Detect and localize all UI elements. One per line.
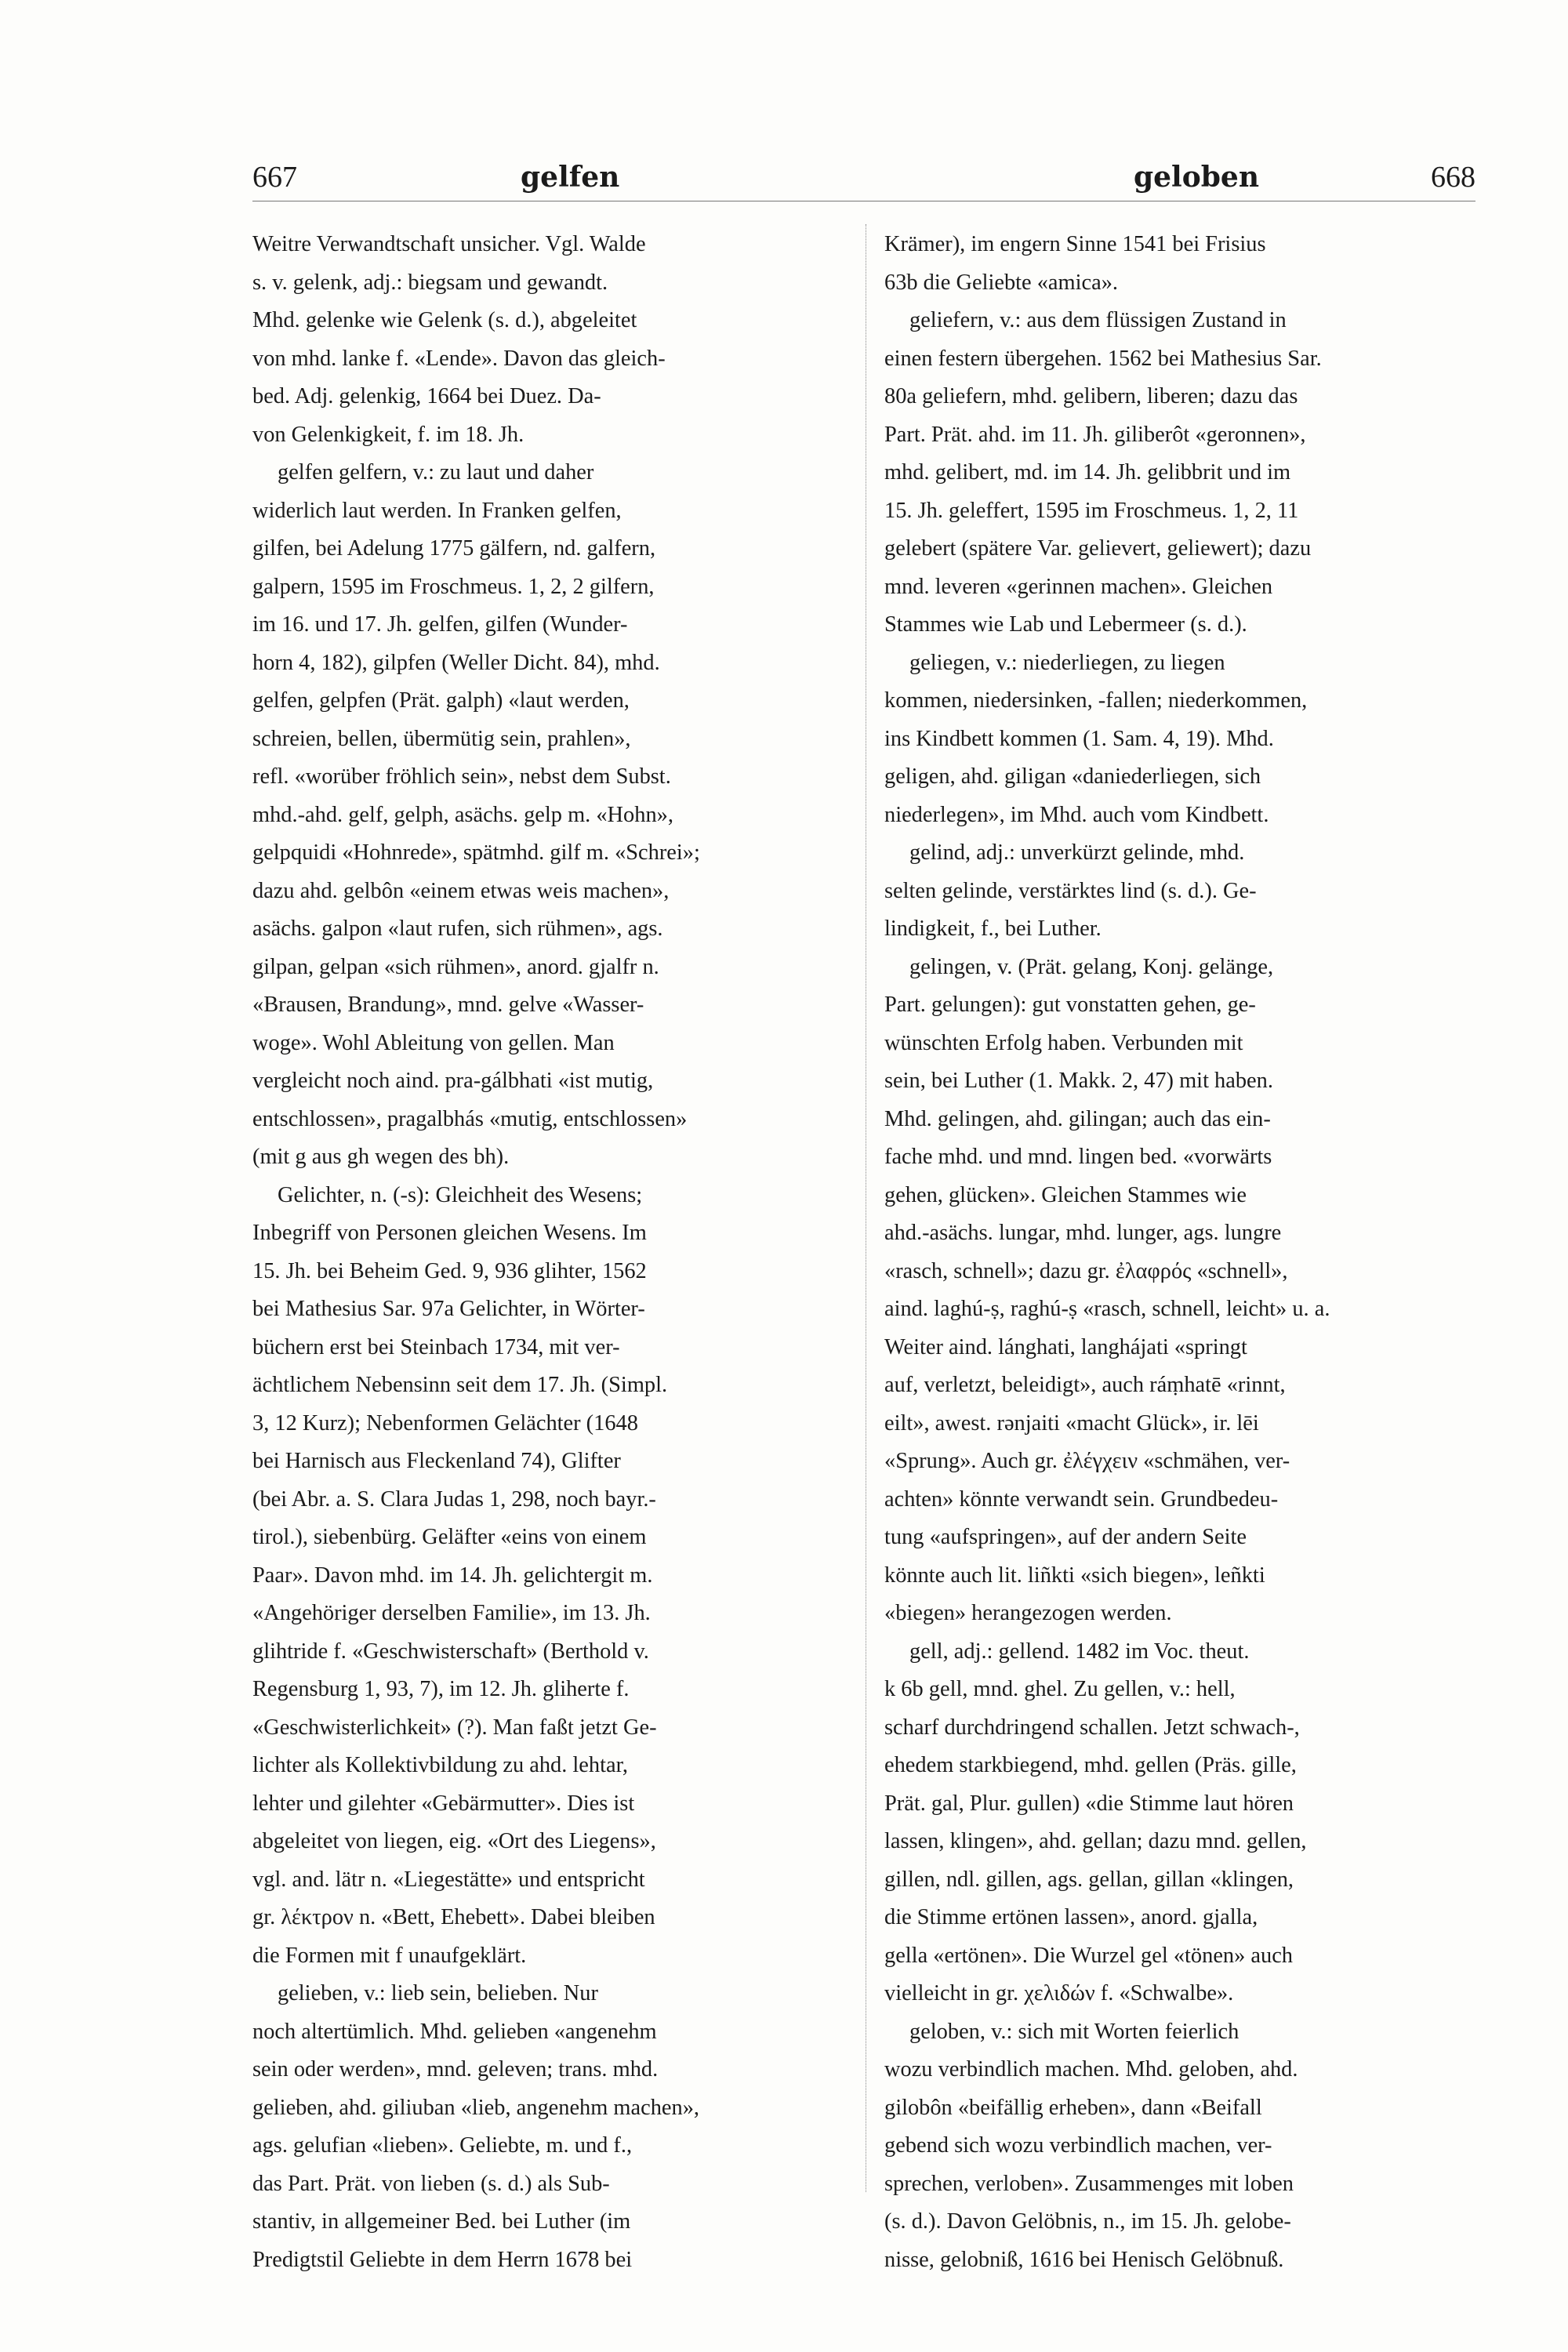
left-column-line: gelfen, gelpfen (Prät. galph) «laut werden, — [252, 688, 630, 713]
left-column-line: Inbegriff von Personen gleichen Wesens. Im — [252, 1221, 647, 1245]
right-column-line: könnte auch lit. liñkti «sich biegen», leñkti — [884, 1563, 1265, 1588]
left-column-line: 3, 12 Kurz); Nebenformen Gelächter (1648 — [252, 1410, 638, 1436]
right-column-line: mnd. leveren «gerinnen machen». Gleichen — [884, 574, 1273, 599]
right-column-line: Part. gelungen): gut vonstatten gehen, ge- — [884, 993, 1256, 1017]
left-column-line: refl. «worüber fröhlich sein», nebst dem Subst. — [252, 764, 671, 789]
left-column-line: bei Harnisch aus Fleckenland 74), Glifter — [252, 1449, 621, 1473]
right-column-line: gilobôn «beifällig erheben», dann «Beifall — [884, 2095, 1262, 2120]
right-column-line: Krämer), im engern Sinne 1541 bei Frisius — [884, 232, 1266, 256]
right-column-line: wünschten Erfolg haben. Verbunden mit — [884, 1030, 1243, 1055]
left-column-line: horn 4, 182), gilpfen (Weller Dicht. 84), mhd. — [252, 650, 660, 675]
right-column-line: fache mhd. und mnd. lingen bed. «vorwärts — [884, 1145, 1272, 1169]
right-column-line: geloben, v.: sich mit Worten feierlich — [909, 2019, 1240, 2044]
right-column-line: lassen, klingen», ahd. gellan; dazu mnd. gellen, — [884, 1829, 1307, 1853]
right-column-line: sein, bei Luther (1. Makk. 2, 47) mit haben. — [884, 1069, 1273, 1093]
left-column-line: gelieben, ahd. giliuban «lieb, angenehm machen», — [252, 2095, 699, 2120]
header-keyword-left: gelfen — [521, 161, 620, 194]
left-column-line: Mhd. gelenke wie Gelenk (s. d.), abgeleitet — [252, 308, 637, 332]
left-column-line: von Gelenkigkeit, f. im 18. Jh. — [252, 422, 524, 447]
left-column-line: gelfen gelfern, v.: zu laut und daher — [278, 460, 594, 485]
page-number-right: 668 — [1431, 161, 1475, 194]
left-column-line: die Formen mit f unaufgeklärt. — [252, 1943, 527, 1968]
left-column-line: schreien, bellen, übermütig sein, prahlen», — [252, 726, 631, 751]
left-column-line: gilpan, gelpan «sich rühmen», anord. gjalfr n. — [252, 954, 659, 979]
right-column-line: sprechen, verloben». Zusammenges mit loben — [884, 2171, 1294, 2196]
right-column-line: (s. d.). Davon Gelöbnis, n., im 15. Jh. gelobe- — [884, 2209, 1291, 2234]
right-column-line: 15. Jh. geleffert, 1595 im Froschmeus. 1, 2, 11 — [884, 498, 1299, 523]
right-column-line: nisse, gelobniß, 1616 bei Henisch Gelöbnuß. — [884, 2247, 1284, 2272]
left-column-line: sein oder werden», mnd. geleven; trans. mhd. — [252, 2057, 659, 2082]
right-column-line: die Stimme ertönen lassen», anord. gjalla, — [884, 1905, 1258, 1929]
left-column-line: asächs. galpon «laut rufen, sich rühmen», ags. — [252, 916, 663, 941]
left-column-line: ags. gelufian «lieben». Geliebte, m. und f., — [252, 2133, 633, 2158]
left-column-line: «Brausen, Brandung», mnd. gelve «Wasser- — [252, 993, 644, 1017]
left-column-line: lichter als Kollektivbildung zu ahd. lehtar, — [252, 1753, 629, 1777]
left-column — [252, 226, 842, 2279]
right-column-line: gell, adj.: gellend. 1482 im Voc. theut. — [909, 1639, 1250, 1664]
left-column-line: bei Mathesius Sar. 97a Gelichter, in Wörter- — [252, 1297, 645, 1321]
left-column-line: stantiv, in allgemeiner Bed. bei Luther (im — [252, 2209, 631, 2234]
right-column-line: gella «ertönen». Die Wurzel gel «tönen» auch — [884, 1943, 1293, 1968]
right-column-line: lindigkeit, f., bei Luther. — [884, 916, 1102, 941]
left-column-line: «Angehöriger derselben Familie», im 13. Jh. — [252, 1601, 651, 1625]
right-column-line: ins Kindbett kommen (1. Sam. 4, 19). Mhd. — [884, 726, 1274, 751]
right-column-line: «rasch, schnell»; dazu gr. ἐλαφρός «schnell», — [884, 1258, 1288, 1283]
right-column-line: mhd. gelibert, md. im 14. Jh. gelibbrit und im — [884, 460, 1291, 485]
right-column-line: 63b die Geliebte «amica». — [884, 270, 1118, 295]
left-column-line: Predigtstil Geliebte in dem Herrn 1678 bei — [252, 2247, 633, 2272]
right-column-line: vielleicht in gr. χελιδών f. «Schwalbe». — [884, 1981, 1234, 2005]
left-column-line: (bei Abr. a. S. Clara Judas 1, 298, noch bayr.- — [252, 1486, 656, 1512]
right-column-line: ehedem starkbiegend, mhd. gellen (Präs. gille, — [884, 1753, 1297, 1777]
right-column-line: einen festern übergehen. 1562 bei Mathesius Sar. — [884, 346, 1322, 371]
left-column-line: gr. λέκτρον n. «Bett, Ehebett». Dabei bleiben — [252, 1905, 655, 1929]
left-column-line: Gelichter, n. (-s): Gleichheit des Wesens; — [278, 1182, 643, 1207]
left-column-line: glihtride f. «Geschwisterschaft» (Berthold v. — [252, 1639, 649, 1664]
left-column-line: mhd.-ahd. gelf, gelph, asächs. gelp m. «Hohn», — [252, 802, 673, 827]
right-column-line: «Sprung». Auch gr. ἐλέγχειν «schmähen, ver- — [884, 1449, 1290, 1473]
left-column-line: Weitre Verwandtschaft unsicher. Vgl. Walde — [252, 232, 646, 256]
right-column-line: Part. Prät. ahd. im 11. Jh. giliberôt «geronnen», — [884, 422, 1306, 447]
left-column-line: das Part. Prät. von lieben (s. d.) als Sub- — [252, 2171, 610, 2196]
left-column-line: büchern erst bei Steinbach 1734, mit ver- — [252, 1334, 620, 1359]
right-column-line: Weiter aind. lánghati, langhájati «springt — [884, 1334, 1247, 1359]
left-column-line: vgl. and. lätr n. «Liegestätte» und entspricht — [252, 1867, 645, 1892]
right-column-line: auf, verletzt, beleidigt», auch ráṃhatē «rinnt, — [884, 1373, 1286, 1397]
right-column-line: Prät. gal, Plur. gullen) «die Stimme laut hören — [884, 1791, 1294, 1816]
right-column-line: «biegen» herangezogen werden. — [884, 1601, 1172, 1625]
left-column-line: gelpquidi «Hohnrede», spätmhd. gilf m. «Schrei»; — [252, 840, 700, 865]
right-column-line: k 6b gell, mnd. ghel. Zu gellen, v.: hell, — [884, 1677, 1236, 1701]
right-column-line: aind. laghú-ṣ, raghú-ṣ «rasch, schnell, leicht» u. a. — [884, 1297, 1330, 1321]
right-column-line: tung «aufspringen», auf der andern Seite — [884, 1525, 1247, 1549]
right-column-line: wozu verbindlich machen. Mhd. geloben, ahd. — [884, 2057, 1298, 2082]
left-column-line: bed. Adj. gelenkig, 1664 bei Duez. Da- — [252, 384, 601, 408]
left-column-line: ächtlichem Nebensinn seit dem 17. Jh. (Simpl. — [252, 1373, 668, 1397]
right-column — [884, 226, 1474, 2279]
running-header — [252, 157, 1475, 201]
right-column-line: gehen, glücken». Gleichen Stammes wie — [884, 1182, 1247, 1207]
left-column-line: dazu ahd. gelbôn «einem etwas weis machen», — [252, 878, 670, 903]
left-column-line: vergleicht noch aind. pra-gálbhati «ist mutig, — [252, 1069, 654, 1093]
header-keyword-right: geloben — [1133, 161, 1259, 194]
left-column-line: Paar». Davon mhd. im 14. Jh. gelichtergit m. — [252, 1563, 653, 1588]
right-column-line: achten» könnte verwandt sein. Grundbedeu- — [884, 1486, 1279, 1512]
left-column-line: abgeleitet von liegen, eig. «Ort des Liegens», — [252, 1829, 656, 1853]
right-column-line: ahd.-asächs. lungar, mhd. lunger, ags. lungre — [884, 1221, 1282, 1245]
left-column-line: gilfen, bei Adelung 1775 gälfern, nd. galfern, — [252, 536, 656, 561]
right-column-line: gelind, adj.: unverkürzt gelinde, mhd. — [909, 840, 1245, 865]
left-column-line: gelieben, v.: lieb sein, belieben. Nur — [278, 1981, 598, 2005]
right-column-line: geligen, ahd. giligan «daniederliegen, sich — [884, 764, 1261, 789]
right-column-line: geliefern, v.: aus dem flüssigen Zustand in — [909, 308, 1287, 332]
left-column-line: Regensburg 1, 93, 7), im 12. Jh. gliherte f. — [252, 1677, 630, 1701]
right-column-line: gelingen, v. (Prät. gelang, Konj. gelänge, — [909, 954, 1274, 979]
right-column-line: 80a geliefern, mhd. gelibern, liberen; dazu das — [884, 384, 1298, 408]
right-column-line: niederlegen», im Mhd. auch vom Kindbett. — [884, 802, 1269, 827]
left-column-line: galpern, 1595 im Froschmeus. 1, 2, 2 gilfern, — [252, 574, 655, 599]
right-column-line: selten gelinde, verstärktes lind (s. d.). Ge- — [884, 878, 1257, 903]
page-number-left: 667 — [252, 161, 297, 194]
left-column-line: «Geschwisterlichkeit» (?). Man faßt jetzt Ge- — [252, 1715, 657, 1740]
left-column-line: woge». Wohl Ableitung von gellen. Man — [252, 1030, 615, 1055]
right-column-line: Stammes wie Lab und Lebermeer (s. d.). — [884, 612, 1247, 637]
left-column-line: im 16. und 17. Jh. gelfen, gilfen (Wunder- — [252, 612, 628, 637]
right-column-line: gebend sich wozu verbindlich machen, ver- — [884, 2133, 1272, 2158]
left-column-line: entschlossen», pragalbhás «mutig, entschlossen» — [252, 1106, 688, 1131]
right-column-line: Mhd. gelingen, ahd. gilingan; auch das ein- — [884, 1106, 1271, 1131]
left-column-line: lehter und gilehter «Gebärmutter». Dies ist — [252, 1791, 635, 1816]
left-column-line: (mit g aus gh wegen des bh). — [252, 1145, 510, 1169]
right-column-line: gelebert (spätere Var. gelievert, geliewert); dazu — [884, 536, 1312, 561]
left-column-line: tirol.), siebenbürg. Geläfter «eins von einem — [252, 1525, 647, 1549]
right-column-line: geliegen, v.: niederliegen, zu liegen — [909, 650, 1225, 675]
left-column-line: noch altertümlich. Mhd. gelieben «angenehm — [252, 2019, 657, 2044]
right-column-line: gillen, ndl. gillen, ags. gellan, gillan «klingen, — [884, 1867, 1294, 1892]
left-column-line: s. v. gelenk, adj.: biegsam und gewandt. — [252, 270, 608, 295]
right-column-line: kommen, niedersinken, -fallen; niederkommen, — [884, 688, 1308, 713]
left-column-line: von mhd. lanke f. «Lende». Davon das gleich- — [252, 346, 666, 371]
right-column-line: eilt», awest. rənjaiti «macht Glück», ir. lēi — [884, 1410, 1259, 1436]
left-column-line: 15. Jh. bei Beheim Ged. 9, 936 glihter, 1562 — [252, 1258, 647, 1283]
left-column-line: widerlich laut werden. In Franken gelfen, — [252, 498, 622, 523]
right-column-line: scharf durchdringend schallen. Jetzt schwach-, — [884, 1715, 1300, 1740]
